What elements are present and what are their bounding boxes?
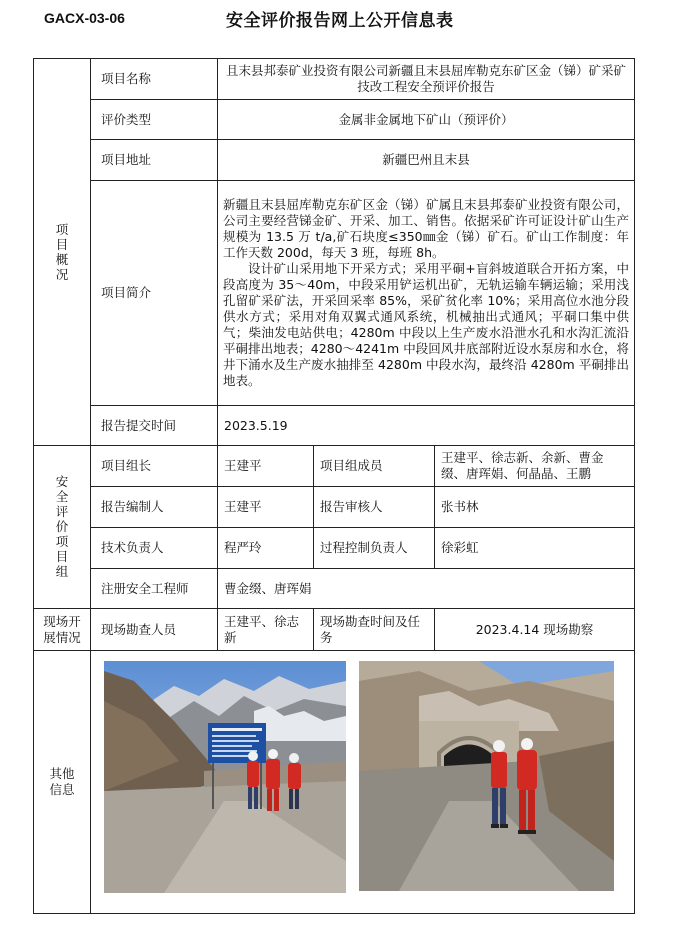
info-table	[33, 58, 635, 914]
section-other: 其他信息	[34, 651, 91, 914]
photo-area	[91, 651, 635, 914]
submit-time-value: 2023.5.19	[218, 406, 635, 446]
site-staff-label: 现场勘查人员	[91, 609, 218, 651]
members-label: 项目组成员	[314, 446, 435, 487]
engineer-value: 曹金缀、唐珲娟	[218, 569, 635, 609]
author-value: 王建平	[218, 487, 314, 528]
members-value: 王建平、徐志新、余新、曹金缀、唐珲娟、何晶晶、王鹏	[435, 446, 635, 487]
tech-label: 技术负责人	[91, 528, 218, 569]
site-time-label: 现场勘查时间及任务	[314, 609, 435, 651]
project-name-value: 且末县邦泰矿业投资有限公司新疆且末县屈库勒克东矿区金（锑）矿采矿技改工程安全预评价报告	[218, 59, 635, 100]
submit-time-label: 报告提交时间	[91, 406, 218, 446]
reviewer-value: 张书林	[435, 487, 635, 528]
document-code: GACX-03-06	[44, 10, 125, 26]
site-photo-mountain-sign	[104, 661, 346, 893]
engineer-label: 注册安全工程师	[91, 569, 218, 609]
process-label: 过程控制负责人	[314, 528, 435, 569]
intro-paragraph-1: 新疆且末县屈库勒克东矿区金（锑）矿属且末县邦泰矿业投资有限公司，公司主要经营锑金矿、开采、加工、销售。依据采矿许可证设计矿山生产规模为 13.5 万 t/a,矿石块度≤350㎜金（锑）矿石。矿山工作制度：年工作天数 200d，每天 3 班，每班 8h。	[223, 197, 630, 260]
process-value: 徐彩虹	[435, 528, 635, 569]
address-label: 项目地址	[91, 140, 218, 181]
reviewer-label: 报告审核人	[314, 487, 435, 528]
site-photo-tunnel-portal	[359, 661, 614, 891]
leader-label: 项目组长	[91, 446, 218, 487]
leader-value: 王建平	[218, 446, 314, 487]
section-overview	[34, 59, 91, 446]
section-overview-label: 项目概况	[55, 221, 69, 282]
site-time-value: 2023.4.14 现场勘察	[435, 609, 635, 651]
eval-type-value: 金属非金属地下矿山（预评价）	[218, 100, 635, 140]
project-name-label: 项目名称	[91, 59, 218, 100]
author-label: 报告编制人	[91, 487, 218, 528]
eval-type-label: 评价类型	[91, 100, 218, 140]
section-site: 现场开展情况	[34, 609, 91, 651]
address-value: 新疆巴州且末县	[218, 140, 635, 181]
intro-paragraph-2: 设计矿山采用地下开采方式；采用平硐+盲斜坡道联合开拓方案，中段高度为 35～40m，中段采用铲运机出矿，无轨运输车辆运输；采用浅孔留矿采矿法，开采回采率 85%，采矿贫化率 10%；采用高位水池分段供水方式；采用对角双翼式通风系统，机械抽出式通风；平硐口集中供气；柴油发电站供电；4280m 中段以上生产废水沿泄水孔和水沟汇流沿平硐排出地表；4280～4241m 中段回风井底部附近设水泵房和水仓，将井下涌水及生产废水抽排至 4280m 中段水沟，最终沿 4280m 平硐排出地表。	[223, 261, 630, 388]
document-title: 安全评价报告网上公开信息表	[226, 11, 454, 31]
site-staff-value: 王建平、徐志新	[218, 609, 314, 651]
intro-value	[218, 181, 635, 406]
intro-label: 项目简介	[91, 181, 218, 406]
tech-value: 程严玲	[218, 528, 314, 569]
section-team-label: 安全评价项目组	[55, 474, 69, 579]
section-team	[34, 446, 91, 609]
